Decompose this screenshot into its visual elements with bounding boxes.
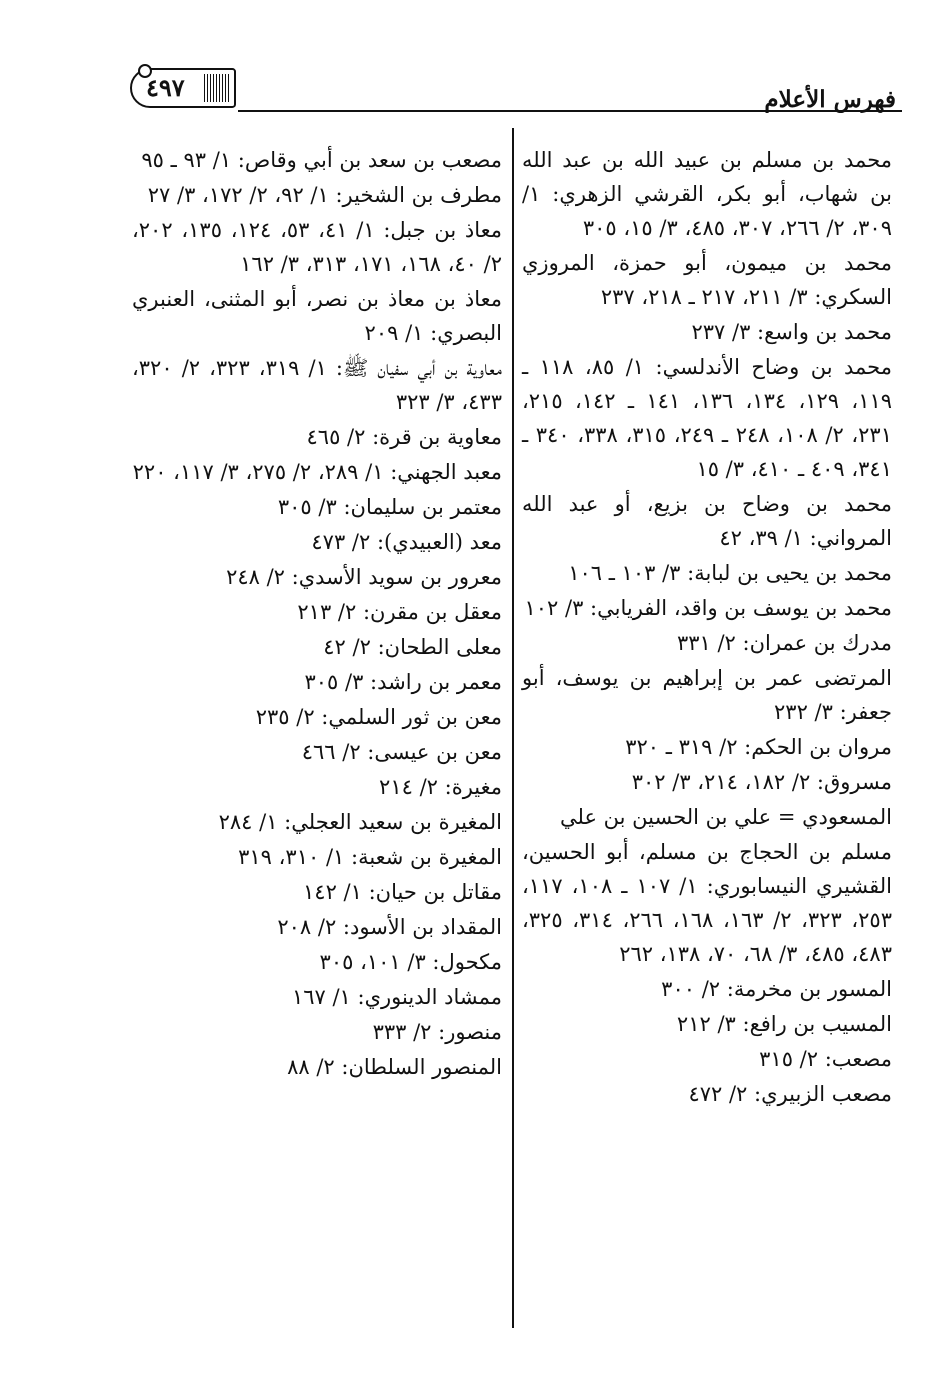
index-entry: المسيب بن رافع: ٣/ ٢١٢ (676, 1012, 892, 1036)
index-entry: محمد بن مسلم بن عبيد الله بن عبد الله بن شهاب، أبو بكر، القرشي الزهري: ١/ ٣٠٩، ٢/ ٢٦٦، ٣٠٧، ٤٨٥، ٣/ ١٥، ٣٠٥ (522, 148, 892, 240)
page-number-badge (130, 68, 236, 108)
index-entry: المسعودي = علي بن الحسين بن علي (559, 805, 892, 829)
index-entry: معتمر بن سليمان: ٣/ ٣٠٥ (277, 495, 502, 519)
index-entry: معاذ بن معاذ بن نصر، أبو المثنى، العنبري البصري: ١/ ٢٠٩ (132, 287, 502, 345)
index-entry: المرتضى عمر بن إبراهيم بن يوسف، أبو جعفر: ٣/ ٢٣٢ (522, 666, 892, 724)
index-entry: معبد الجهني: ١/ ٢٨٩، ٢/ ٢٧٥، ٣/ ١١٧، ٢٢٠ (132, 460, 502, 484)
index-entry: محمد بن يحيى بن لبابة: ٣/ ١٠٣ ـ ١٠٦ (568, 561, 892, 585)
index-entry: المسور بن مخرمة: ٢/ ٣٠٠ (661, 977, 892, 1001)
index-entry: معقل بن مقرن: ٢/ ٢١٣ (297, 600, 502, 624)
index-entry: مسلم بن الحجاج بن مسلم، أبو الحسين، القشيري النيسابوري: ١/ ١٠٧ ـ ١٠٨، ١١٧، ٢٥٣، ٣٢٣، ٢/ ١٦٣، ١٦٨، ٢٦٦، ٣١٤، ٣٢٥، ٤٨٣، ٤٨٥، ٣/ ٦٨، ٧٠، ١٣٨، ٢٦٢ (522, 840, 893, 966)
index-entry: معاذ بن جبل: ١/ ٤١، ٥٣، ١٢٤، ١٣٥، ٢٠٢، ٢/ ٤٠، ١٦٨، ١٧١، ٣١٣، ٣/ ١٦٢ (132, 218, 503, 276)
index-column-left (132, 143, 502, 1085)
index-entry: معاوية بن أبي سفيان ﷺ: ١/ ٣١٩، ٣٢٣، ٢/ ٣٢٠، ٤٣٣، ٣/ ٣٢٣ (132, 356, 502, 414)
index-entry: مكحول: ٣/ ١٠١، ٣٠٥ (319, 950, 502, 974)
index-entry: مقاتل بن حيان: ١/ ١٤٢ (303, 880, 502, 904)
index-entry: معلى الطحان: ٢/ ٤٢ (323, 635, 502, 659)
index-entry: ممشاد الدينوري: ١/ ١٦٧ (291, 985, 502, 1009)
index-entry: المنصور السلطان: ٢/ ٨٨ (287, 1055, 502, 1079)
index-entry: معرور بن سويد الأسدي: ٢/ ٢٤٨ (226, 565, 502, 589)
header-rule (238, 110, 902, 112)
index-column-right (522, 143, 892, 1112)
index-entry: المغيرة بن سعيد العجلي: ١/ ٢٨٤ (218, 810, 502, 834)
index-entry: مطرف بن الشخير: ١/ ٩٢، ٢/ ١٧٢، ٣/ ٢٧ (147, 183, 502, 207)
index-entry: مصعب: ٢/ ٣١٥ (759, 1047, 892, 1071)
index-entry: مدرك بن عمران: ٢/ ٣٣١ (676, 631, 892, 655)
index-entry: معمر بن راشد: ٣/ ٣٠٥ (304, 670, 502, 694)
page-header (130, 64, 902, 116)
index-entry: مروان بن الحكم: ٢/ ٣١٩ ـ ٣٢٠ (625, 735, 892, 759)
ornament-stripes-icon (204, 74, 230, 102)
index-entry: محمد بن يوسف بن واقد، الفريابي: ٣/ ١٠٢ (524, 596, 892, 620)
index-entry: المقداد بن الأسود: ٢/ ٢٠٨ (277, 915, 502, 939)
index-entry: محمد بن ميمون، أبو حمزة، المروزي السكري: ٣/ ٢١١، ٢١٧ ـ ٢١٨، ٢٣٧ (522, 251, 892, 309)
index-entry: مغيرة: ٢/ ٢١٤ (379, 775, 502, 799)
index-entry: معن بن ثور السلمي: ٢/ ٢٣٥ (255, 705, 502, 729)
index-entry: مصعب الزبيري: ٢/ ٤٧٢ (688, 1082, 892, 1106)
index-entry: محمد بن وضاح الأندلسي: ١/ ٨٥، ١١٨ ـ ١١٩، ١٢٩، ١٣٤، ١٣٦، ١٤١ ـ ١٤٢، ٢١٥، ٢٣١، ٢/ ١٠٨، ٢٤٨ ـ ٢٤٩، ٣١٥، ٣٣٨، ٣٤٠ ـ ٣٤١، ٤٠٩ ـ ٤١٠، ٣/ ١٥ (522, 355, 893, 481)
index-entry: المغيرة بن شعبة: ١/ ٣١٠، ٣١٩ (238, 845, 502, 869)
index-entry: محمد بن وضاح بن بزيع، أو عبد الله المرواني: ١/ ٣٩، ٤٢ (522, 492, 892, 550)
column-divider (512, 128, 514, 1328)
index-entry: منصور: ٢/ ٣٣٣ (372, 1020, 502, 1044)
index-entry: مسروق: ٢/ ١٨٢، ٢١٤، ٣/ ٣٠٢ (631, 770, 892, 794)
running-title: فهرس الأعلام (764, 86, 896, 113)
index-entry: مصعب بن سعد بن أبي وقاص: ١/ ٩٣ ـ ٩٥ (141, 148, 502, 172)
page-number: ٤٩٧ (146, 73, 185, 102)
index-entry: محمد بن واسع: ٣/ ٢٣٧ (691, 320, 892, 344)
index-entry: معن بن عيسى: ٢/ ٤٦٦ (301, 740, 502, 764)
index-entry: معاوية بن قرة: ٢/ ٤٦٥ (306, 425, 502, 449)
index-entry: معد (العبيدي): ٢/ ٤٧٣ (311, 530, 502, 554)
